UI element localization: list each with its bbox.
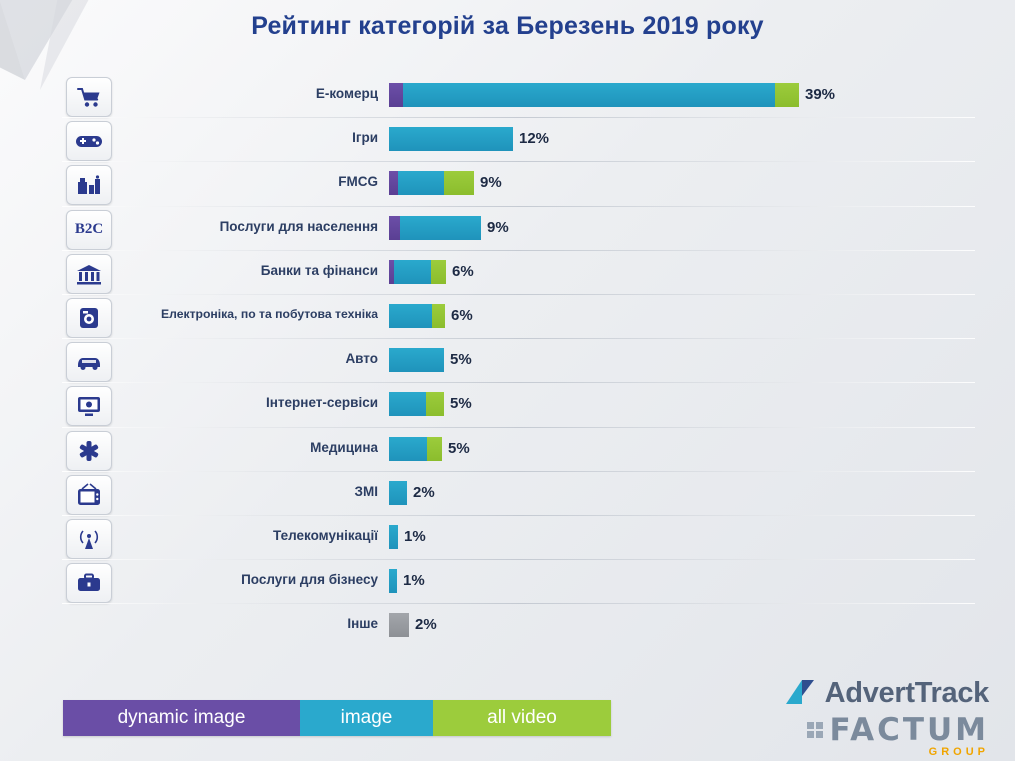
stacked-bar — [389, 437, 442, 461]
monitor-icon — [66, 386, 112, 426]
segment-image — [389, 569, 397, 593]
chart-row — [0, 428, 1015, 472]
segment-all-video — [427, 437, 442, 461]
segment-dynamic-image — [389, 216, 400, 240]
category-label: Послуги для населення — [219, 218, 378, 234]
bar-area — [389, 348, 1005, 372]
category-label: Е-комерц — [315, 86, 378, 101]
chart-row — [0, 560, 1015, 604]
category-label: Інтернет-сервіси — [266, 395, 378, 411]
bar-area — [389, 260, 1005, 284]
segment-image — [389, 392, 426, 416]
chart-row — [0, 516, 1015, 560]
bar-chart — [0, 74, 1015, 648]
bank-icon — [66, 254, 112, 294]
category-label: Телекомунікації — [273, 527, 378, 543]
brand-name — [825, 678, 989, 708]
segment-image — [389, 525, 398, 549]
briefcase-icon — [66, 563, 112, 603]
category-label: Ігри — [352, 130, 378, 146]
category-label: Банки та фінанси — [260, 262, 378, 278]
segment-image — [398, 171, 444, 195]
stacked-bar — [389, 348, 444, 372]
chart-row — [0, 339, 1015, 383]
value-label: 6% — [452, 262, 474, 280]
bar-area — [389, 127, 1005, 151]
stacked-bar — [389, 260, 446, 284]
category-label: Інше — [347, 616, 378, 632]
segment-image — [394, 260, 431, 284]
antenna-icon — [66, 519, 112, 559]
brand-name-track: Track — [914, 677, 989, 709]
chart-row — [0, 604, 1015, 648]
category-label: ЗМІ — [354, 483, 378, 499]
bar-area — [389, 392, 1005, 416]
stacked-bar — [389, 83, 799, 107]
bar-area — [389, 437, 1005, 461]
stacked-bar — [389, 525, 398, 549]
value-label: 2% — [413, 483, 435, 501]
brand-factum — [729, 712, 989, 748]
chart-row — [0, 472, 1015, 516]
page-title: Рейтинг категорій за Березень 2019 року — [251, 12, 764, 40]
stacked-bar — [389, 304, 445, 328]
segment-image — [389, 304, 432, 328]
bar-area — [389, 525, 1005, 549]
value-label: 9% — [480, 174, 502, 192]
stacked-bar — [389, 392, 444, 416]
bar-area — [389, 216, 1005, 240]
chart-row — [0, 74, 1015, 118]
bar-area — [389, 481, 1005, 505]
value-label: 1% — [403, 572, 425, 590]
category-label: Електроніка, по та побутова техніка — [160, 306, 378, 321]
value-label: 1% — [404, 527, 426, 545]
segment-image — [389, 437, 427, 461]
stacked-bar — [389, 613, 409, 637]
b2c-label: B2C — [74, 221, 104, 238]
bar-area — [389, 171, 1005, 195]
chart-row — [0, 207, 1015, 251]
bar-area — [389, 613, 1005, 637]
dots-icon — [807, 722, 823, 738]
stacked-bar — [389, 127, 513, 151]
brand-name-advert: Advert — [824, 677, 915, 709]
stacked-bar — [389, 171, 474, 195]
value-label: 39% — [805, 86, 836, 103]
factum-group-label: GROUP — [928, 746, 989, 758]
value-label: 12% — [519, 130, 550, 148]
chart-row — [0, 295, 1015, 339]
chart-row — [0, 118, 1015, 162]
chart-row — [0, 383, 1015, 427]
value-label: 5% — [448, 439, 470, 457]
brand-adverttrack — [729, 676, 989, 710]
segment-all-video — [444, 171, 474, 195]
segment-all-video — [432, 304, 445, 328]
value-label: 6% — [451, 306, 473, 324]
stacked-bar — [389, 216, 481, 240]
category-label: Медицина — [310, 439, 378, 455]
category-label: Авто — [345, 351, 378, 367]
arrow-logo-icon — [784, 678, 818, 708]
electronics-icon — [66, 298, 112, 338]
segment-image — [389, 348, 444, 372]
bar-area — [389, 83, 1005, 107]
segment-image — [400, 216, 481, 240]
bar-area — [389, 304, 1005, 328]
legend-item-dynamic-image: dynamic image — [63, 700, 300, 736]
factum-wordmark: FACTUM — [829, 712, 989, 748]
legend-item-image: image — [300, 700, 433, 736]
segment-dynamic-image — [389, 83, 403, 107]
brand-logo — [729, 676, 989, 758]
segment-image — [403, 83, 775, 107]
b2c-icon — [66, 210, 112, 250]
gamepad-icon — [66, 121, 112, 161]
stacked-bar — [389, 569, 397, 593]
category-label: FMCG — [338, 174, 378, 190]
legend-item-all-video: all video — [433, 700, 611, 736]
medical-icon — [66, 431, 112, 471]
value-label: 9% — [487, 218, 509, 236]
value-label: 2% — [415, 616, 437, 634]
shopping-goods-icon — [66, 165, 112, 205]
value-label: 5% — [450, 351, 472, 369]
segment-other — [389, 613, 409, 637]
value-label: 5% — [450, 395, 472, 413]
segment-dynamic-image — [389, 171, 398, 195]
car-icon — [66, 342, 112, 382]
tv-icon — [66, 475, 112, 515]
ecommerce-cart-icon — [66, 77, 112, 117]
category-label: Послуги для бізнесу — [241, 572, 378, 588]
segment-image — [389, 127, 513, 151]
chart-row — [0, 251, 1015, 295]
segment-all-video — [431, 260, 446, 284]
bar-area — [389, 569, 1005, 593]
chart-legend — [63, 700, 611, 736]
chart-row — [0, 162, 1015, 206]
segment-image — [389, 481, 407, 505]
segment-all-video — [775, 83, 799, 107]
stacked-bar — [389, 481, 407, 505]
segment-all-video — [426, 392, 444, 416]
